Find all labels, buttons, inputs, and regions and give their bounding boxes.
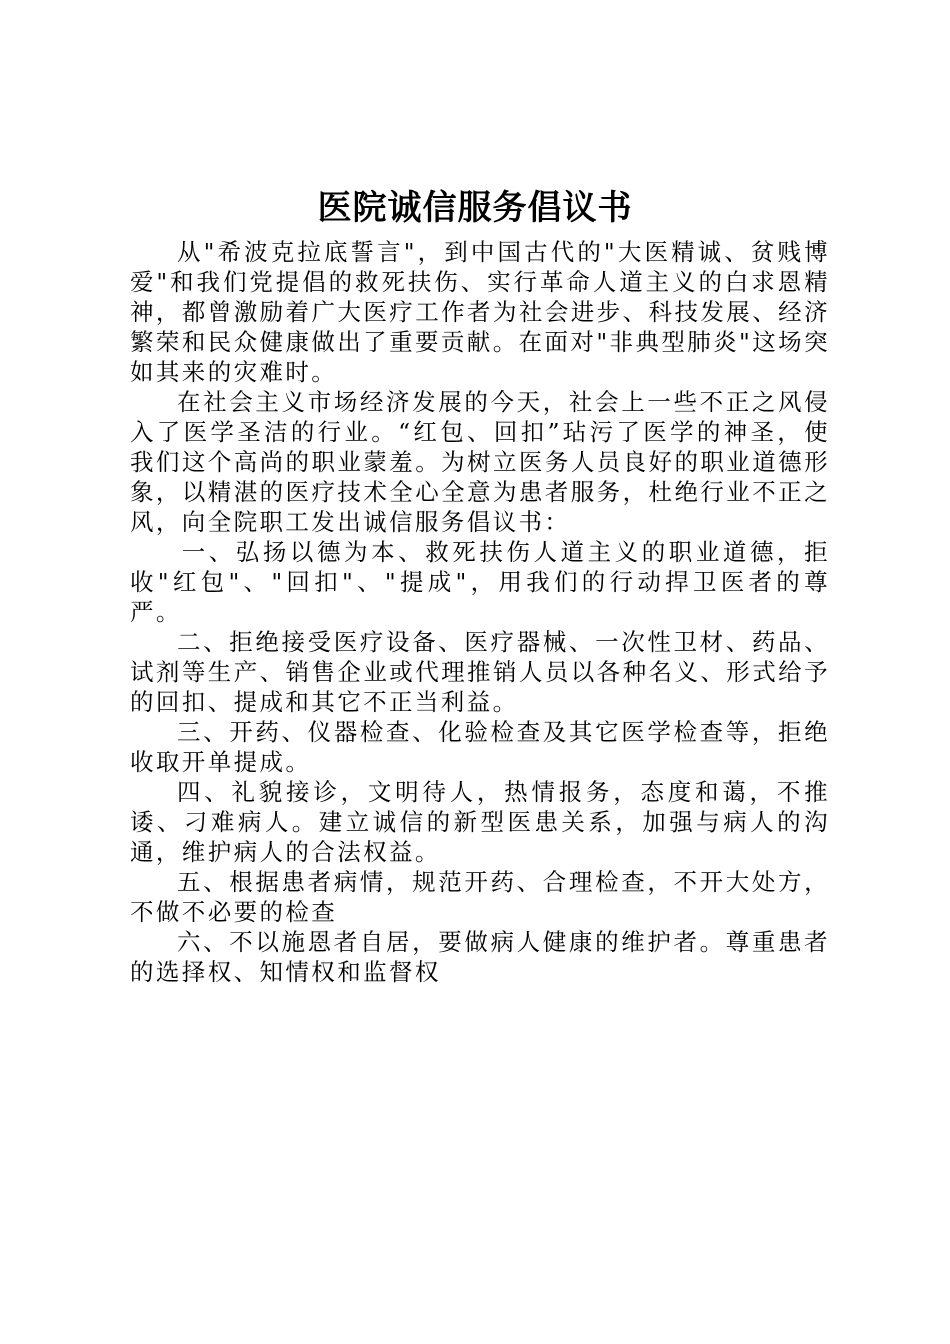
paragraph-item-6: 六、不以施恩者自居，要做病人健康的维护者。尊重患者的选择权、知情权和监督权 (130, 928, 830, 986)
document-title: 医院诚信服务倡议书 (317, 188, 633, 228)
document-body (130, 237, 830, 987)
paragraph-item-2: 二、拒绝接受医疗设备、医疗器械、一次性卫材、药品、试剂等生产、销售企业或代理推销人员以各种名义、形式给予的回扣、提成和其它不正当利益。 (130, 628, 830, 716)
paragraph-intro: 从"希波克拉底誓言"，到中国古代的"大医精诚、贫贱博爱"和我们党提倡的救死扶伤、实行革命人道主义的白求恩精神，都曾激励着广大医疗工作者为社会进步、科技发展、经济繁荣和民众健康做出了重要贡献。在面对"非典型肺炎"这场突如其来的灾难时。 (130, 238, 830, 386)
paragraph-item-1: 一、弘扬以德为本、救死扶伤人道主义的职业道德，拒收"红包"、"回扣"、"提成"，用我们的行动捍卫医者的尊严。 (130, 538, 830, 626)
paragraph-item-3: 三、开药、仪器检查、化验检查及其它医学检查等，拒绝收取开单提成。 (130, 718, 830, 776)
paragraph-item-5: 五、根据患者病情，规范开药、合理检查，不开大处方，不做不必要的检查 (130, 868, 830, 926)
paragraph-item-4: 四、礼貌接诊，文明待人，热情报务，态度和蔼，不推诿、刁难病人。建立诚信的新型医患关系，加强与病人的沟通，维护病人的合法权益。 (130, 778, 830, 866)
paragraph-context: 在社会主义市场经济发展的今天，社会上一些不正之风侵入了医学圣洁的行业。“红包、回扣”玷污了医学的神圣，使我们这个高尚的职业蒙羞。为树立医务人员良好的职业道德形象，以精湛的医疗技术全心全意为患者服务，杜绝行业不正之风，向全院职工发出诚信服务倡议书： (130, 388, 830, 536)
